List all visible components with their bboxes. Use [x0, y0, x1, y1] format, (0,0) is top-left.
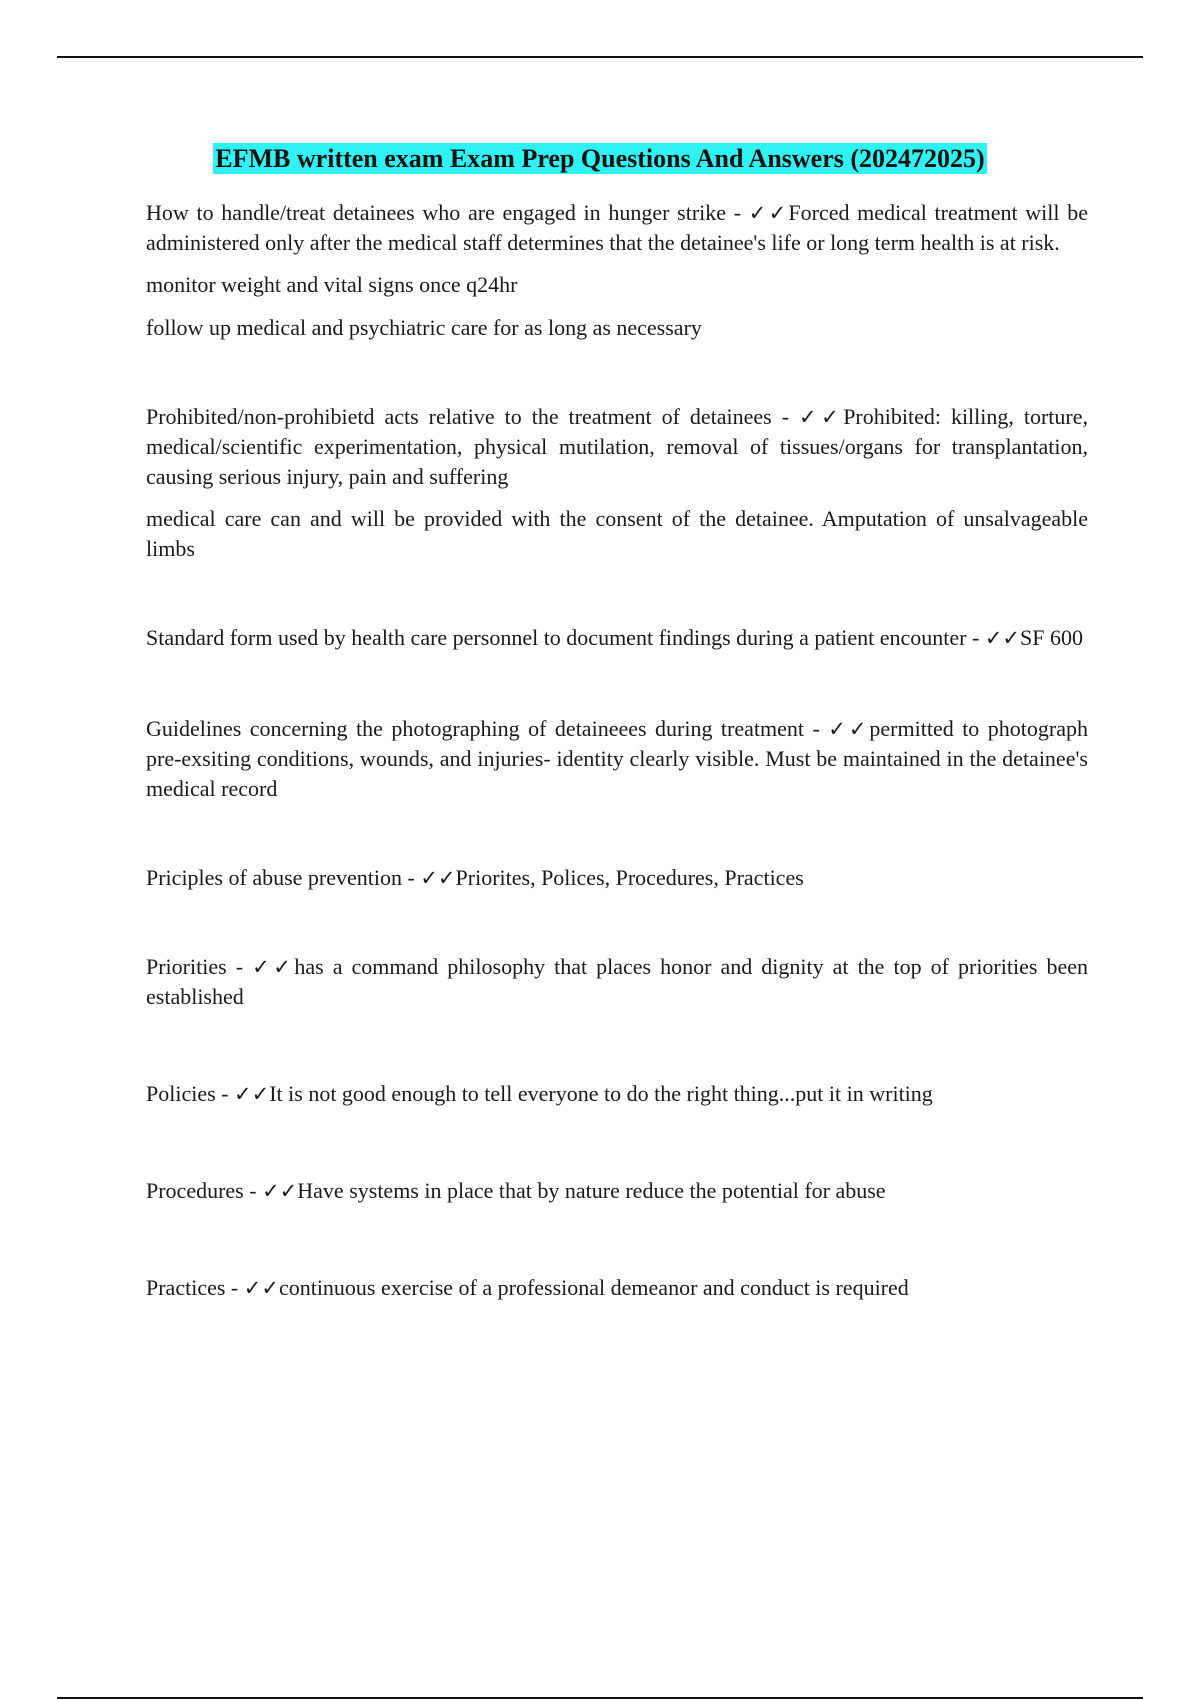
note-follow-up-care: follow up medical and psychiatric care for as long as necessary: [146, 315, 702, 340]
question-text: Priciples of abuse prevention -: [146, 865, 421, 890]
answer-text: Have systems in place that by nature reduce the potential for abuse: [297, 1178, 886, 1203]
answer-text: continuous exercise of a professional demeanor and conduct is required: [278, 1275, 909, 1300]
question-text: Standard form used by health care personnel to document findings during a patient encounter -: [146, 625, 985, 650]
question-text: Guidelines concerning the photographing of detaineees during treatment -: [146, 716, 829, 741]
note-monitor-weight: monitor weight and vital signs once q24hr: [146, 272, 518, 297]
check-mark-icon: ✓✓: [252, 955, 295, 979]
bottom-rule: [57, 1697, 1143, 1699]
answer-text: has a command philosophy that places honor and dignity at the top of priorities been established: [146, 954, 1088, 1009]
question-text: Prohibited/non-prohibietd acts relative to the treatment of detainees -: [146, 404, 800, 429]
answer-text: It is not good enough to tell everyone to do the right thing...put it in writing: [269, 1081, 933, 1106]
title-container: [0, 143, 1200, 174]
qa-prohibited-acts: [146, 402, 1088, 492]
answer-text: Prohibited: killing, torture, medical/scientific experimentation, physical mutilation, removal of tissues/organs for transplantation, causing serious injury, pain and suffering: [146, 404, 1089, 489]
answer-text: permitted to photograph pre-exsiting conditions, wounds, and injuries- identity clearly visible. Must be maintained in the detainee's medical record: [146, 716, 1088, 801]
check-mark-icon: ✓✓: [243, 1276, 279, 1300]
note-medical-care-consent: medical care can and will be provided with the consent of the detainee. Amputation of unsalvageable limbs: [146, 506, 1088, 561]
answer-text: SF 600: [1020, 625, 1083, 650]
question-text: How to handle/treat detainees who are engaged in hunger strike -: [146, 200, 749, 225]
question-text: Priorities -: [146, 954, 253, 979]
question-text: Procedures -: [146, 1178, 263, 1203]
qa-hunger-strike: [146, 198, 1088, 258]
answer-text: Forced medical treatment will be administered only after the medical staff determines that the detainee's life or long term health is at risk.: [146, 200, 1088, 255]
check-mark-icon: ✓✓: [799, 405, 844, 429]
qa-abuse-prevention: [146, 863, 1088, 893]
question-text: Policies -: [146, 1081, 234, 1106]
check-mark-icon: ✓✓: [984, 626, 1021, 650]
check-mark-icon: ✓✓: [262, 1179, 298, 1203]
qa-procedures: [146, 1176, 1088, 1206]
qa-practices: [146, 1273, 1088, 1303]
check-mark-icon: ✓✓: [828, 717, 870, 741]
qa-photographing-guidelines: [146, 714, 1088, 804]
question-text: Practices -: [146, 1275, 244, 1300]
top-rule: [57, 56, 1143, 58]
check-mark-icon: ✓✓: [748, 201, 789, 225]
check-mark-icon: ✓✓: [234, 1082, 270, 1106]
document-body: [146, 198, 1088, 1303]
qa-policies: [146, 1079, 1088, 1109]
answer-text: Priorites, Polices, Procedures, Practices: [455, 865, 804, 890]
qa-priorities: [146, 952, 1088, 1012]
check-mark-icon: ✓✓: [420, 866, 456, 890]
document-title: EFMB written exam Exam Prep Questions And Answers (202472025): [215, 144, 985, 173]
qa-standard-form: [146, 623, 1088, 653]
